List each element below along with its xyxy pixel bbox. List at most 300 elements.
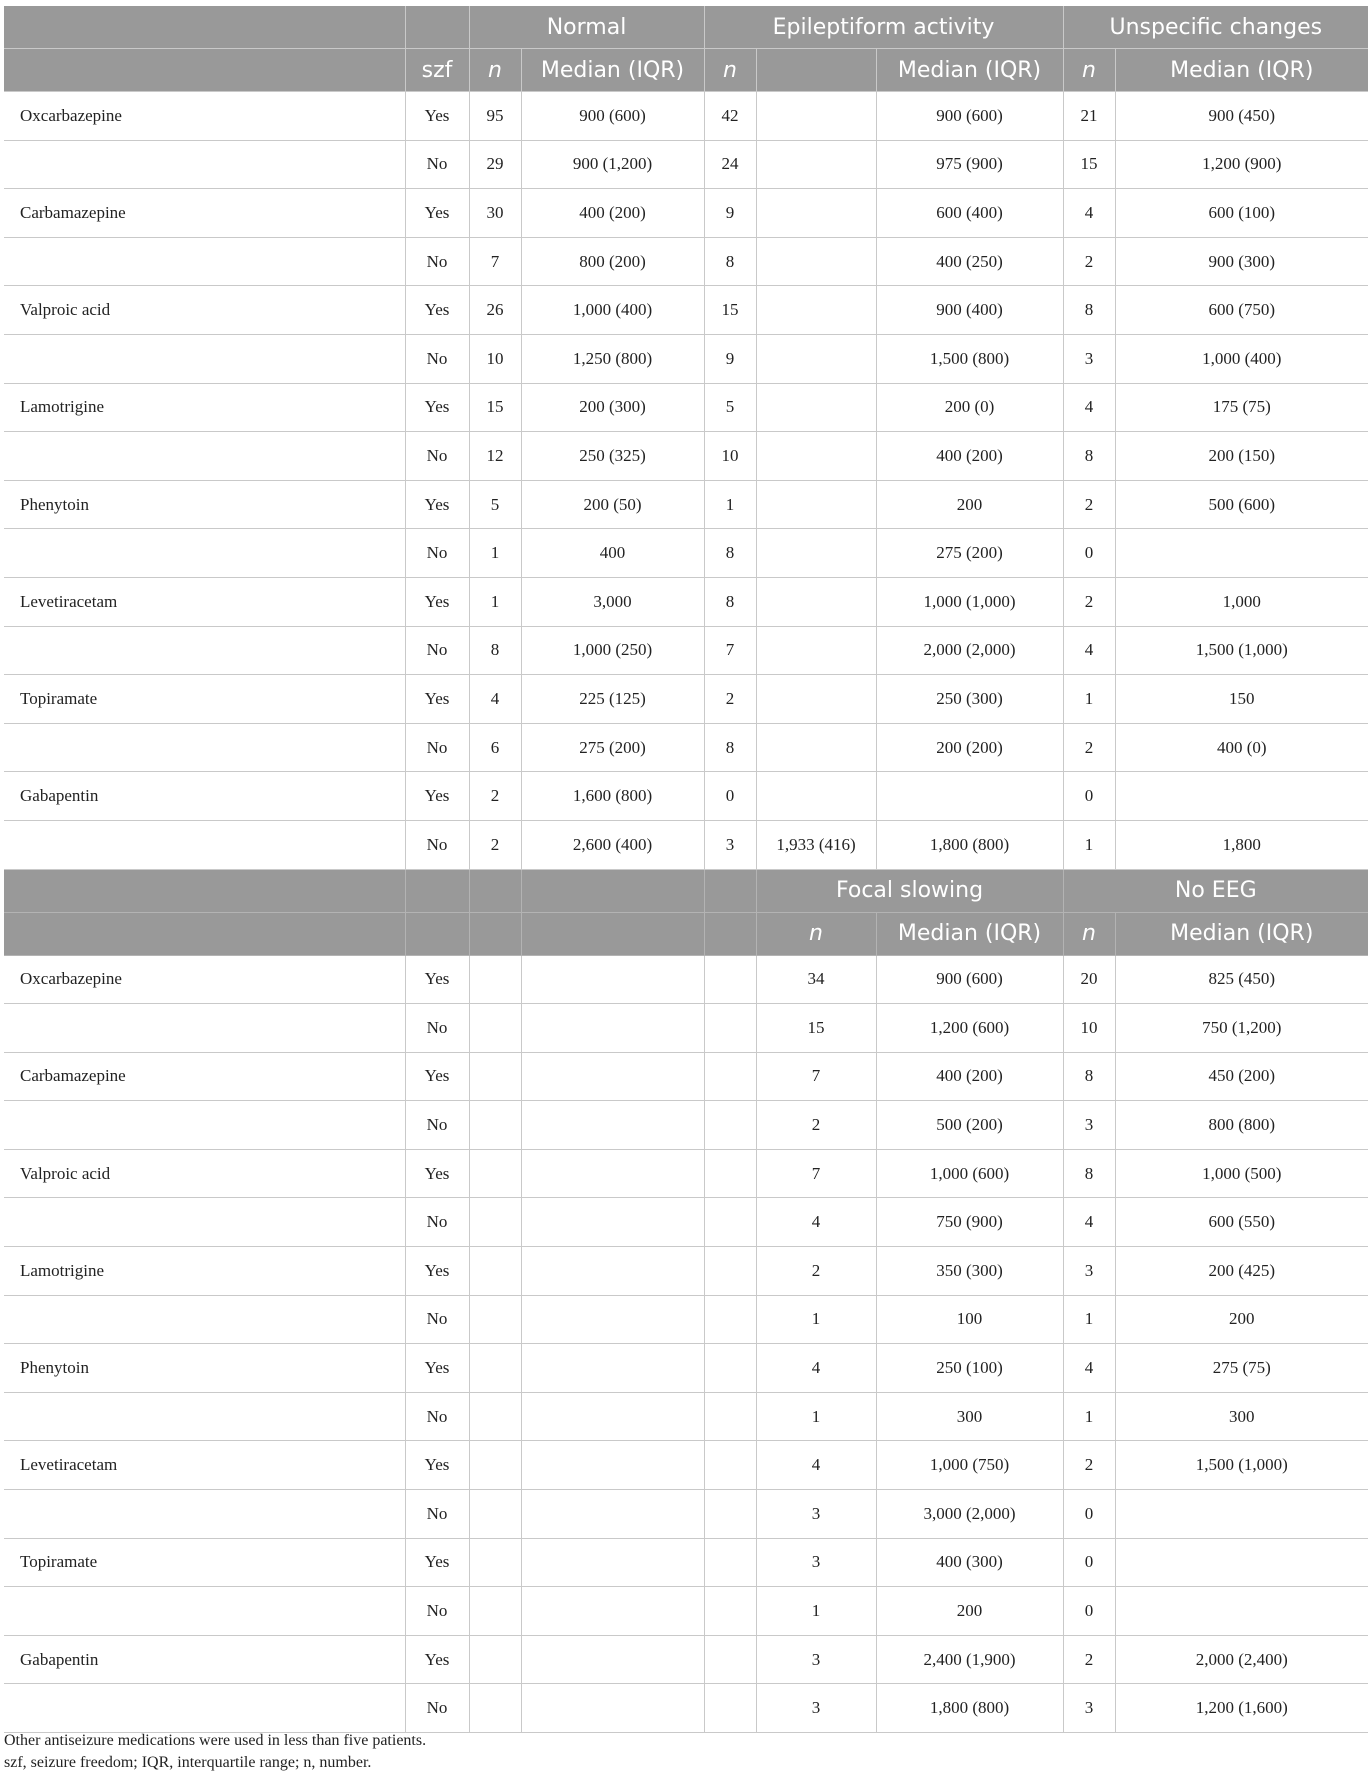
empty-cell — [469, 1441, 521, 1490]
drug-name-cell — [4, 820, 405, 869]
empty-cell — [704, 1441, 756, 1490]
normal-n-cell: 95 — [469, 92, 521, 141]
no-eeg-n-cell: 4 — [1063, 1198, 1115, 1247]
header-median-iqr: Median (IQR) — [876, 49, 1063, 92]
szf-cell: Yes — [405, 1052, 469, 1101]
normal-median-cell: 800 (200) — [521, 237, 704, 286]
focal-slowing-n-cell: 3 — [756, 1538, 876, 1587]
empty-cell — [469, 1344, 521, 1393]
normal-n-cell: 12 — [469, 432, 521, 481]
empty-cell — [469, 1052, 521, 1101]
table-row — [4, 772, 1368, 821]
table-row — [4, 1490, 1368, 1539]
normal-median-cell: 1,000 (250) — [521, 626, 704, 675]
epileptiform-median-cell: 200 — [876, 480, 1063, 529]
unspecific-n-cell: 15 — [1063, 140, 1115, 189]
empty-cell — [704, 1198, 756, 1247]
epileptiform-extra-cell — [756, 432, 876, 481]
epileptiform-median-cell: 2,000 (2,000) — [876, 626, 1063, 675]
drug-name-cell — [4, 1392, 405, 1441]
szf-cell: No — [405, 334, 469, 383]
header-median-iqr: Median (IQR) — [876, 912, 1063, 955]
drug-name-cell — [4, 334, 405, 383]
normal-median-cell: 225 (125) — [521, 675, 704, 724]
no-eeg-n-cell: 3 — [1063, 1247, 1115, 1296]
header-focal-slowing: Focal slowing — [756, 869, 1063, 912]
epileptiform-extra-cell: 1,933 (416) — [756, 820, 876, 869]
focal-slowing-median-cell: 900 (600) — [876, 955, 1063, 1004]
no-eeg-n-cell: 0 — [1063, 1490, 1115, 1539]
table-footnotes — [4, 1730, 426, 1774]
normal-n-cell: 10 — [469, 334, 521, 383]
drug-name-cell: Gabapentin — [4, 772, 405, 821]
table-row — [4, 286, 1368, 335]
header-blank — [469, 912, 521, 955]
table-row — [4, 432, 1368, 481]
szf-cell: Yes — [405, 955, 469, 1004]
empty-cell — [521, 955, 704, 1004]
no-eeg-n-cell: 2 — [1063, 1441, 1115, 1490]
table-row — [4, 723, 1368, 772]
focal-slowing-median-cell: 1,800 (800) — [876, 1684, 1063, 1733]
focal-slowing-n-cell: 4 — [756, 1198, 876, 1247]
unspecific-median-cell: 900 (450) — [1115, 92, 1368, 141]
normal-n-cell: 30 — [469, 189, 521, 238]
drug-name-cell: Phenytoin — [4, 1344, 405, 1393]
empty-cell — [469, 1635, 521, 1684]
drug-name-cell — [4, 1684, 405, 1733]
no-eeg-n-cell: 8 — [1063, 1149, 1115, 1198]
header-n: n — [1063, 49, 1115, 92]
normal-median-cell: 250 (325) — [521, 432, 704, 481]
focal-slowing-median-cell: 750 (900) — [876, 1198, 1063, 1247]
bottom-header — [4, 869, 1368, 955]
focal-slowing-median-cell: 350 (300) — [876, 1247, 1063, 1296]
epileptiform-n-cell: 15 — [704, 286, 756, 335]
empty-cell — [521, 1441, 704, 1490]
table-row — [4, 1052, 1368, 1101]
focal-slowing-n-cell: 3 — [756, 1490, 876, 1539]
szf-cell: No — [405, 1004, 469, 1053]
normal-median-cell: 200 (50) — [521, 480, 704, 529]
no-eeg-median-cell: 1,000 (500) — [1115, 1149, 1368, 1198]
table-row — [4, 1149, 1368, 1198]
unspecific-median-cell: 400 (0) — [1115, 723, 1368, 772]
empty-cell — [704, 1538, 756, 1587]
table-row — [4, 1004, 1368, 1053]
normal-median-cell: 400 — [521, 529, 704, 578]
footnote: szf, seizure freedom; IQR, interquartile range; n, number. — [4, 1754, 372, 1771]
header-blank — [4, 49, 405, 92]
focal-slowing-median-cell: 500 (200) — [876, 1101, 1063, 1150]
unspecific-median-cell — [1115, 772, 1368, 821]
focal-slowing-n-cell: 34 — [756, 955, 876, 1004]
epileptiform-n-cell: 9 — [704, 189, 756, 238]
drug-name-cell — [4, 1004, 405, 1053]
header-median-iqr: Median (IQR) — [1115, 912, 1368, 955]
header-blank — [405, 6, 469, 49]
header-blank — [4, 6, 405, 49]
normal-n-cell: 4 — [469, 675, 521, 724]
unspecific-n-cell: 2 — [1063, 723, 1115, 772]
focal-slowing-median-cell: 200 — [876, 1587, 1063, 1636]
epileptiform-median-cell: 200 (0) — [876, 383, 1063, 432]
epileptiform-extra-cell — [756, 723, 876, 772]
normal-n-cell: 2 — [469, 820, 521, 869]
header-blank — [704, 912, 756, 955]
no-eeg-n-cell: 1 — [1063, 1392, 1115, 1441]
drug-name-cell — [4, 626, 405, 675]
table-row — [4, 1247, 1368, 1296]
epileptiform-extra-cell — [756, 675, 876, 724]
empty-cell — [704, 1004, 756, 1053]
no-eeg-n-cell: 1 — [1063, 1295, 1115, 1344]
no-eeg-median-cell: 1,200 (1,600) — [1115, 1684, 1368, 1733]
epileptiform-median-cell: 600 (400) — [876, 189, 1063, 238]
empty-cell — [521, 1684, 704, 1733]
empty-cell — [704, 1392, 756, 1441]
header-szf: szf — [405, 49, 469, 92]
szf-cell: Yes — [405, 92, 469, 141]
empty-cell — [521, 1538, 704, 1587]
header-blank — [405, 912, 469, 955]
szf-cell: Yes — [405, 675, 469, 724]
drug-name-cell: Gabapentin — [4, 1635, 405, 1684]
drug-name-cell: Topiramate — [4, 1538, 405, 1587]
unspecific-n-cell: 4 — [1063, 383, 1115, 432]
epileptiform-n-cell: 7 — [704, 626, 756, 675]
empty-cell — [521, 1052, 704, 1101]
no-eeg-n-cell: 3 — [1063, 1101, 1115, 1150]
no-eeg-n-cell: 2 — [1063, 1635, 1115, 1684]
empty-cell — [469, 1004, 521, 1053]
header-blank — [405, 869, 469, 912]
table-row — [4, 1198, 1368, 1247]
normal-median-cell: 900 (1,200) — [521, 140, 704, 189]
drug-name-cell: Lamotrigine — [4, 1247, 405, 1296]
szf-cell: No — [405, 1490, 469, 1539]
szf-cell: No — [405, 1684, 469, 1733]
unspecific-n-cell: 21 — [1063, 92, 1115, 141]
table-row — [4, 577, 1368, 626]
epileptiform-extra-cell — [756, 626, 876, 675]
empty-cell — [469, 1392, 521, 1441]
drug-name-cell — [4, 1101, 405, 1150]
unspecific-median-cell: 150 — [1115, 675, 1368, 724]
epileptiform-extra-cell — [756, 286, 876, 335]
szf-cell: Yes — [405, 189, 469, 238]
table-row — [4, 1101, 1368, 1150]
drug-name-cell — [4, 1198, 405, 1247]
table-row — [4, 1587, 1368, 1636]
header-unspecific-changes: Unspecific changes — [1063, 6, 1368, 49]
header-median-iqr: Median (IQR) — [521, 49, 704, 92]
table-row — [4, 675, 1368, 724]
empty-cell — [469, 1295, 521, 1344]
epileptiform-median-cell: 250 (300) — [876, 675, 1063, 724]
empty-cell — [521, 1635, 704, 1684]
epileptiform-median-cell: 900 (600) — [876, 92, 1063, 141]
szf-cell: Yes — [405, 1635, 469, 1684]
epileptiform-n-cell: 8 — [704, 723, 756, 772]
drug-name-cell: Levetiracetam — [4, 577, 405, 626]
empty-cell — [521, 1247, 704, 1296]
unspecific-n-cell: 3 — [1063, 334, 1115, 383]
unspecific-median-cell: 500 (600) — [1115, 480, 1368, 529]
szf-cell: Yes — [405, 286, 469, 335]
szf-cell: No — [405, 626, 469, 675]
top-header-row-1 — [4, 6, 1368, 49]
no-eeg-median-cell — [1115, 1490, 1368, 1539]
unspecific-n-cell: 4 — [1063, 189, 1115, 238]
empty-cell — [521, 1101, 704, 1150]
no-eeg-median-cell: 825 (450) — [1115, 955, 1368, 1004]
epileptiform-median-cell: 1,800 (800) — [876, 820, 1063, 869]
no-eeg-median-cell: 2,000 (2,400) — [1115, 1635, 1368, 1684]
unspecific-n-cell: 2 — [1063, 480, 1115, 529]
table-row — [4, 1684, 1368, 1733]
normal-n-cell: 29 — [469, 140, 521, 189]
focal-slowing-median-cell: 100 — [876, 1295, 1063, 1344]
unspecific-n-cell: 0 — [1063, 529, 1115, 578]
epileptiform-n-cell: 8 — [704, 577, 756, 626]
no-eeg-n-cell: 20 — [1063, 955, 1115, 1004]
normal-n-cell: 5 — [469, 480, 521, 529]
empty-cell — [521, 1587, 704, 1636]
table-row — [4, 529, 1368, 578]
no-eeg-median-cell: 800 (800) — [1115, 1101, 1368, 1150]
no-eeg-n-cell: 8 — [1063, 1052, 1115, 1101]
normal-n-cell: 1 — [469, 529, 521, 578]
focal-slowing-median-cell: 3,000 (2,000) — [876, 1490, 1063, 1539]
no-eeg-median-cell — [1115, 1587, 1368, 1636]
focal-slowing-n-cell: 4 — [756, 1441, 876, 1490]
drug-name-cell — [4, 723, 405, 772]
normal-median-cell: 200 (300) — [521, 383, 704, 432]
table-row — [4, 334, 1368, 383]
epileptiform-median-cell: 1,500 (800) — [876, 334, 1063, 383]
empty-cell — [521, 1392, 704, 1441]
empty-cell — [704, 1587, 756, 1636]
szf-cell: No — [405, 1392, 469, 1441]
focal-slowing-n-cell: 3 — [756, 1635, 876, 1684]
szf-cell: Yes — [405, 577, 469, 626]
empty-cell — [469, 955, 521, 1004]
epileptiform-extra-cell — [756, 140, 876, 189]
table-row — [4, 140, 1368, 189]
epileptiform-median-cell: 200 (200) — [876, 723, 1063, 772]
empty-cell — [521, 1004, 704, 1053]
epileptiform-median-cell: 400 (250) — [876, 237, 1063, 286]
focal-slowing-n-cell: 3 — [756, 1684, 876, 1733]
unspecific-median-cell: 1,000 (400) — [1115, 334, 1368, 383]
epileptiform-extra-cell — [756, 529, 876, 578]
drug-name-cell: Oxcarbazepine — [4, 955, 405, 1004]
epileptiform-n-cell: 24 — [704, 140, 756, 189]
szf-cell: Yes — [405, 1247, 469, 1296]
empty-cell — [521, 1490, 704, 1539]
unspecific-median-cell: 175 (75) — [1115, 383, 1368, 432]
unspecific-median-cell: 1,200 (900) — [1115, 140, 1368, 189]
unspecific-median-cell: 600 (750) — [1115, 286, 1368, 335]
no-eeg-median-cell: 200 (425) — [1115, 1247, 1368, 1296]
focal-slowing-n-cell: 7 — [756, 1149, 876, 1198]
szf-cell: No — [405, 237, 469, 286]
focal-slowing-n-cell: 1 — [756, 1295, 876, 1344]
focal-slowing-median-cell: 250 (100) — [876, 1344, 1063, 1393]
normal-n-cell: 8 — [469, 626, 521, 675]
szf-cell: No — [405, 432, 469, 481]
focal-slowing-median-cell: 300 — [876, 1392, 1063, 1441]
epileptiform-median-cell — [876, 772, 1063, 821]
no-eeg-median-cell: 300 — [1115, 1392, 1368, 1441]
epileptiform-n-cell: 9 — [704, 334, 756, 383]
empty-cell — [704, 1101, 756, 1150]
no-eeg-n-cell: 0 — [1063, 1587, 1115, 1636]
footnote: Other antiseizure medications were used in less than five patients. — [4, 1732, 427, 1749]
szf-cell: Yes — [405, 1441, 469, 1490]
empty-cell — [704, 1247, 756, 1296]
focal-slowing-median-cell: 1,000 (600) — [876, 1149, 1063, 1198]
empty-cell — [704, 1052, 756, 1101]
normal-median-cell: 1,000 (400) — [521, 286, 704, 335]
header-epileptiform-activity: Epileptiform activity — [704, 6, 1063, 49]
epileptiform-n-cell: 42 — [704, 92, 756, 141]
header-blank — [469, 869, 521, 912]
drug-name-cell: Levetiracetam — [4, 1441, 405, 1490]
table-row — [4, 820, 1368, 869]
drug-name-cell — [4, 237, 405, 286]
header-blank — [756, 49, 876, 92]
table-row — [4, 383, 1368, 432]
header-blank — [4, 912, 405, 955]
header-n: n — [704, 49, 756, 92]
table-row — [4, 955, 1368, 1004]
focal-slowing-n-cell: 7 — [756, 1052, 876, 1101]
empty-cell — [521, 1198, 704, 1247]
no-eeg-median-cell: 200 — [1115, 1295, 1368, 1344]
drug-name-cell: Phenytoin — [4, 480, 405, 529]
table-row — [4, 480, 1368, 529]
no-eeg-n-cell: 4 — [1063, 1344, 1115, 1393]
epileptiform-n-cell: 1 — [704, 480, 756, 529]
top-table-body — [4, 92, 1368, 870]
focal-slowing-n-cell: 4 — [756, 1344, 876, 1393]
focal-slowing-n-cell: 2 — [756, 1247, 876, 1296]
szf-cell: No — [405, 1198, 469, 1247]
focal-slowing-median-cell: 1,200 (600) — [876, 1004, 1063, 1053]
unspecific-median-cell: 1,500 (1,000) — [1115, 626, 1368, 675]
drug-name-cell: Valproic acid — [4, 286, 405, 335]
szf-cell: No — [405, 1101, 469, 1150]
drug-name-cell: Oxcarbazepine — [4, 92, 405, 141]
header-blank — [4, 869, 405, 912]
epileptiform-median-cell: 1,000 (1,000) — [876, 577, 1063, 626]
header-blank — [704, 869, 756, 912]
table-row — [4, 237, 1368, 286]
unspecific-n-cell: 2 — [1063, 237, 1115, 286]
szf-cell: No — [405, 723, 469, 772]
normal-median-cell: 1,600 (800) — [521, 772, 704, 821]
header-blank — [521, 869, 704, 912]
normal-median-cell: 400 (200) — [521, 189, 704, 238]
no-eeg-median-cell: 450 (200) — [1115, 1052, 1368, 1101]
no-eeg-median-cell: 600 (550) — [1115, 1198, 1368, 1247]
header-median-iqr: Median (IQR) — [1115, 49, 1368, 92]
drug-name-cell — [4, 140, 405, 189]
unspecific-n-cell: 1 — [1063, 820, 1115, 869]
header-normal: Normal — [469, 6, 704, 49]
normal-n-cell: 15 — [469, 383, 521, 432]
unspecific-median-cell: 900 (300) — [1115, 237, 1368, 286]
no-eeg-n-cell: 0 — [1063, 1538, 1115, 1587]
focal-slowing-n-cell: 1 — [756, 1587, 876, 1636]
bottom-table-body — [4, 955, 1368, 1733]
empty-cell — [704, 1684, 756, 1733]
epileptiform-extra-cell — [756, 237, 876, 286]
empty-cell — [521, 1149, 704, 1198]
focal-slowing-n-cell: 2 — [756, 1101, 876, 1150]
normal-median-cell: 275 (200) — [521, 723, 704, 772]
empty-cell — [704, 1344, 756, 1393]
focal-slowing-median-cell: 2,400 (1,900) — [876, 1635, 1063, 1684]
epileptiform-n-cell: 8 — [704, 237, 756, 286]
epileptiform-extra-cell — [756, 383, 876, 432]
normal-median-cell: 3,000 — [521, 577, 704, 626]
unspecific-median-cell: 1,000 — [1115, 577, 1368, 626]
empty-cell — [469, 1490, 521, 1539]
no-eeg-n-cell: 10 — [1063, 1004, 1115, 1053]
empty-cell — [469, 1149, 521, 1198]
szf-cell: No — [405, 529, 469, 578]
normal-n-cell: 26 — [469, 286, 521, 335]
epileptiform-n-cell: 0 — [704, 772, 756, 821]
drug-name-cell — [4, 432, 405, 481]
empty-cell — [469, 1101, 521, 1150]
epileptiform-n-cell: 2 — [704, 675, 756, 724]
normal-median-cell: 900 (600) — [521, 92, 704, 141]
drug-name-cell: Valproic acid — [4, 1149, 405, 1198]
header-n: n — [469, 49, 521, 92]
unspecific-median-cell — [1115, 529, 1368, 578]
epileptiform-extra-cell — [756, 189, 876, 238]
empty-cell — [469, 1587, 521, 1636]
epileptiform-extra-cell — [756, 480, 876, 529]
empty-cell — [704, 1149, 756, 1198]
empty-cell — [704, 1635, 756, 1684]
normal-n-cell: 1 — [469, 577, 521, 626]
table-row — [4, 1441, 1368, 1490]
header-n: n — [756, 912, 876, 955]
epileptiform-n-cell: 3 — [704, 820, 756, 869]
epileptiform-extra-cell — [756, 577, 876, 626]
unspecific-n-cell: 1 — [1063, 675, 1115, 724]
focal-slowing-median-cell: 400 (300) — [876, 1538, 1063, 1587]
bottom-header-row-1 — [4, 869, 1368, 912]
no-eeg-n-cell: 3 — [1063, 1684, 1115, 1733]
empty-cell — [704, 955, 756, 1004]
unspecific-n-cell: 2 — [1063, 577, 1115, 626]
unspecific-median-cell: 1,800 — [1115, 820, 1368, 869]
unspecific-n-cell: 4 — [1063, 626, 1115, 675]
drug-name-cell: Carbamazepine — [4, 189, 405, 238]
no-eeg-median-cell: 750 (1,200) — [1115, 1004, 1368, 1053]
unspecific-n-cell: 8 — [1063, 432, 1115, 481]
focal-slowing-n-cell: 15 — [756, 1004, 876, 1053]
epileptiform-extra-cell — [756, 334, 876, 383]
header-blank — [521, 912, 704, 955]
empty-cell — [521, 1295, 704, 1344]
